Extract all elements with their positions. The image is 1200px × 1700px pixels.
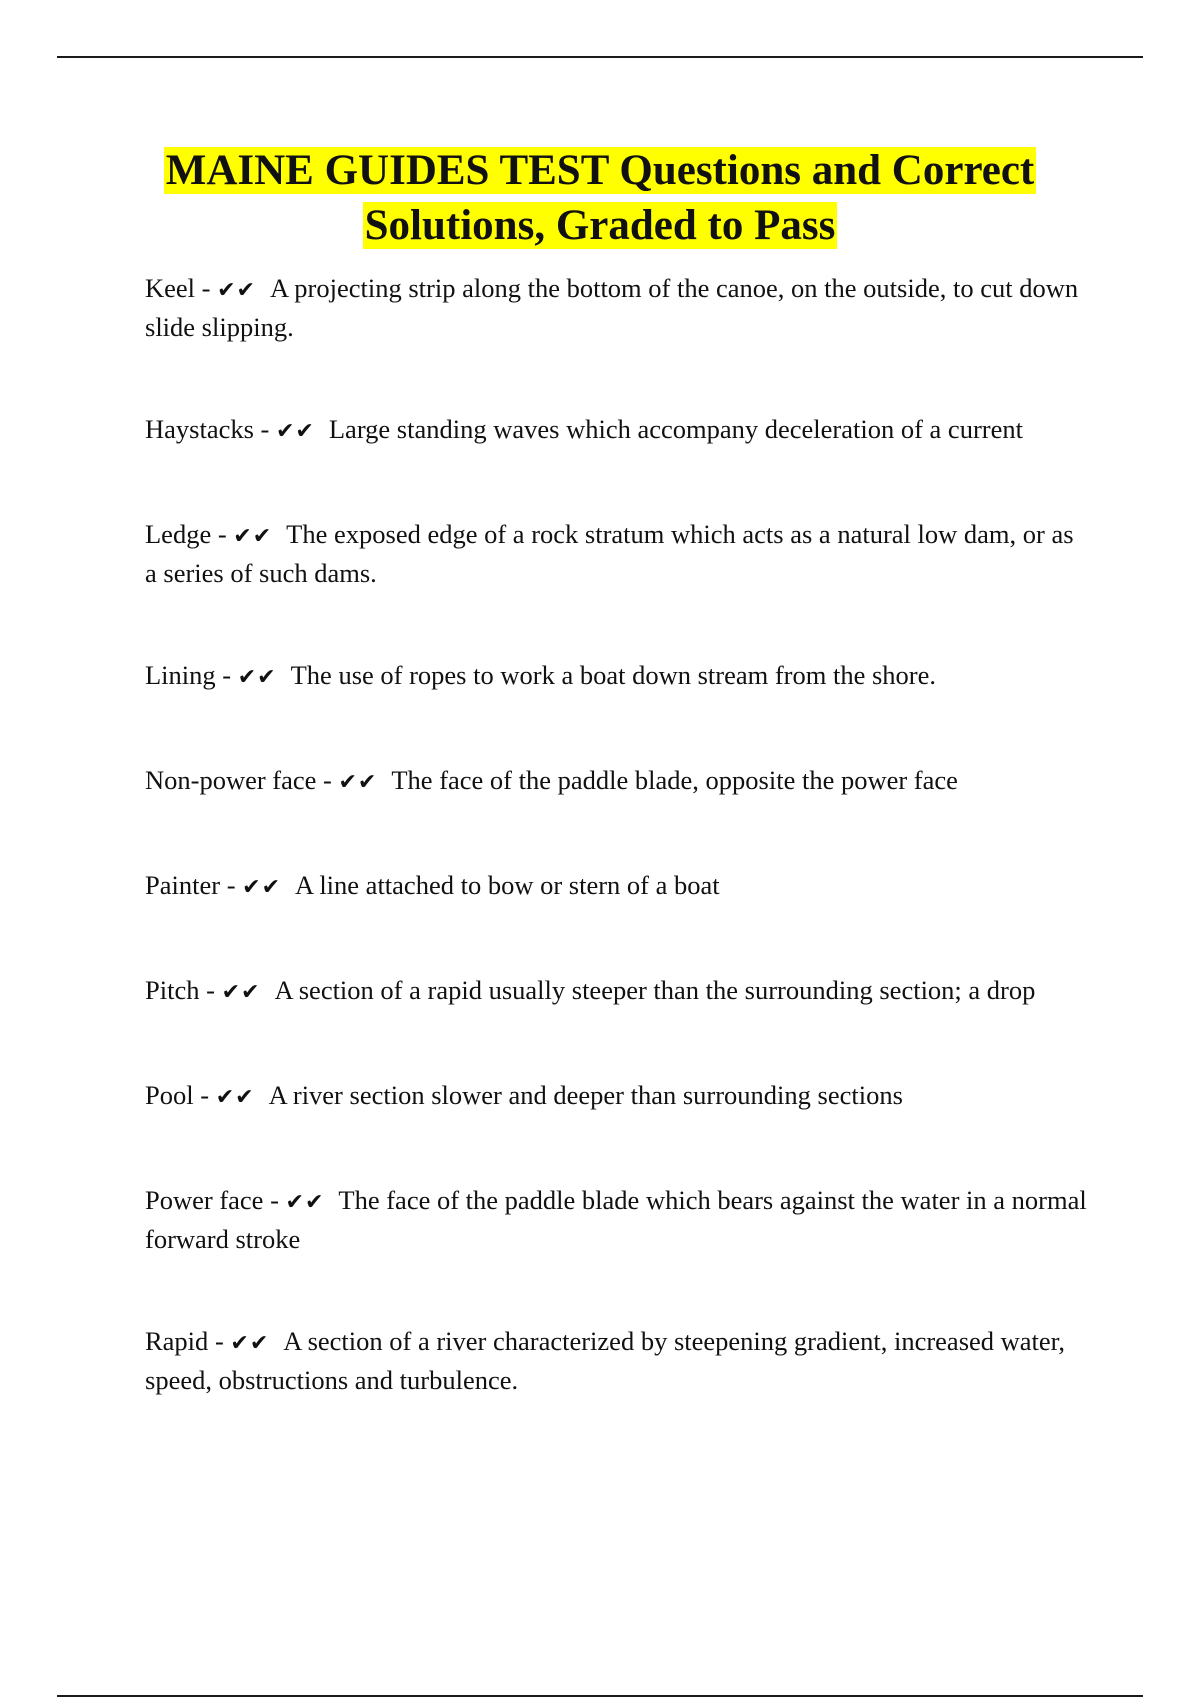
term: Painter (145, 870, 221, 900)
double-check-icon: ✔✔ (338, 770, 378, 795)
separator: - (316, 765, 339, 795)
list-item (145, 411, 1090, 450)
definition: The face of the paddle blade, opposite the power face (391, 765, 958, 795)
list-item (145, 1182, 1090, 1257)
list-item (145, 972, 1090, 1011)
term: Ledge (145, 519, 212, 549)
definition: A line attached to bow or stern of a boat (295, 870, 720, 900)
separator: - (211, 519, 234, 549)
list-item (145, 657, 1090, 696)
term: Keel (145, 273, 196, 303)
double-check-icon: ✔✔ (242, 875, 282, 900)
list-item (145, 1323, 1090, 1398)
definition: A section of a rapid usually steeper than the surrounding section; a drop (274, 975, 1036, 1005)
page-title (120, 143, 1080, 253)
double-check-icon: ✔✔ (276, 419, 315, 444)
separator: - (263, 1185, 286, 1215)
double-check-icon: ✔✔ (285, 1190, 325, 1215)
list-item (145, 762, 1090, 801)
separator: - (193, 1080, 216, 1110)
definition: Large standing waves which accompany deceleration of a current (328, 414, 1023, 444)
title-highlight: MAINE GUIDES TEST Questions and Correct Solutions, Graded to Pass (165, 147, 1035, 249)
separator: - (253, 414, 276, 444)
separator: - (199, 975, 222, 1005)
separator: - (208, 1326, 231, 1356)
list-item (145, 867, 1090, 906)
definition-list (145, 270, 1090, 1464)
separator: - (195, 273, 218, 303)
term: Lining (145, 660, 216, 690)
definition: A river section slower and deeper than surrounding sections (268, 1080, 903, 1110)
separator: - (220, 870, 243, 900)
definition: The use of ropes to work a boat down stream from the shore. (290, 660, 937, 690)
term: Pool (145, 1080, 194, 1110)
list-item (145, 1077, 1090, 1116)
header-rule (57, 56, 1143, 58)
term: Rapid (145, 1326, 209, 1356)
definition: A section of a river characterized by steepening gradient, increased water, speed, obstructions and turbulence. (145, 1326, 1066, 1395)
double-check-icon: ✔✔ (230, 1331, 270, 1356)
footer-rule (57, 1695, 1143, 1697)
term: Non-power face (145, 765, 317, 795)
double-check-icon: ✔✔ (237, 665, 277, 690)
definition: The exposed edge of a rock stratum which acts as a natural low dam, or as a series of such dams. (145, 519, 1074, 588)
double-check-icon: ✔✔ (217, 278, 256, 303)
list-item (145, 270, 1090, 345)
definition: A projecting strip along the bottom of the canoe, on the outside, to cut down slide slipping. (145, 273, 1079, 342)
definition: The face of the paddle blade which bears against the water in a normal forward stroke (145, 1185, 1087, 1254)
list-item (145, 516, 1090, 591)
double-check-icon: ✔✔ (233, 524, 273, 549)
double-check-icon: ✔✔ (221, 980, 261, 1005)
term: Pitch (145, 975, 200, 1005)
term: Power face (145, 1185, 264, 1215)
separator: - (215, 660, 238, 690)
term: Haystacks (145, 414, 254, 444)
double-check-icon: ✔✔ (215, 1085, 255, 1110)
